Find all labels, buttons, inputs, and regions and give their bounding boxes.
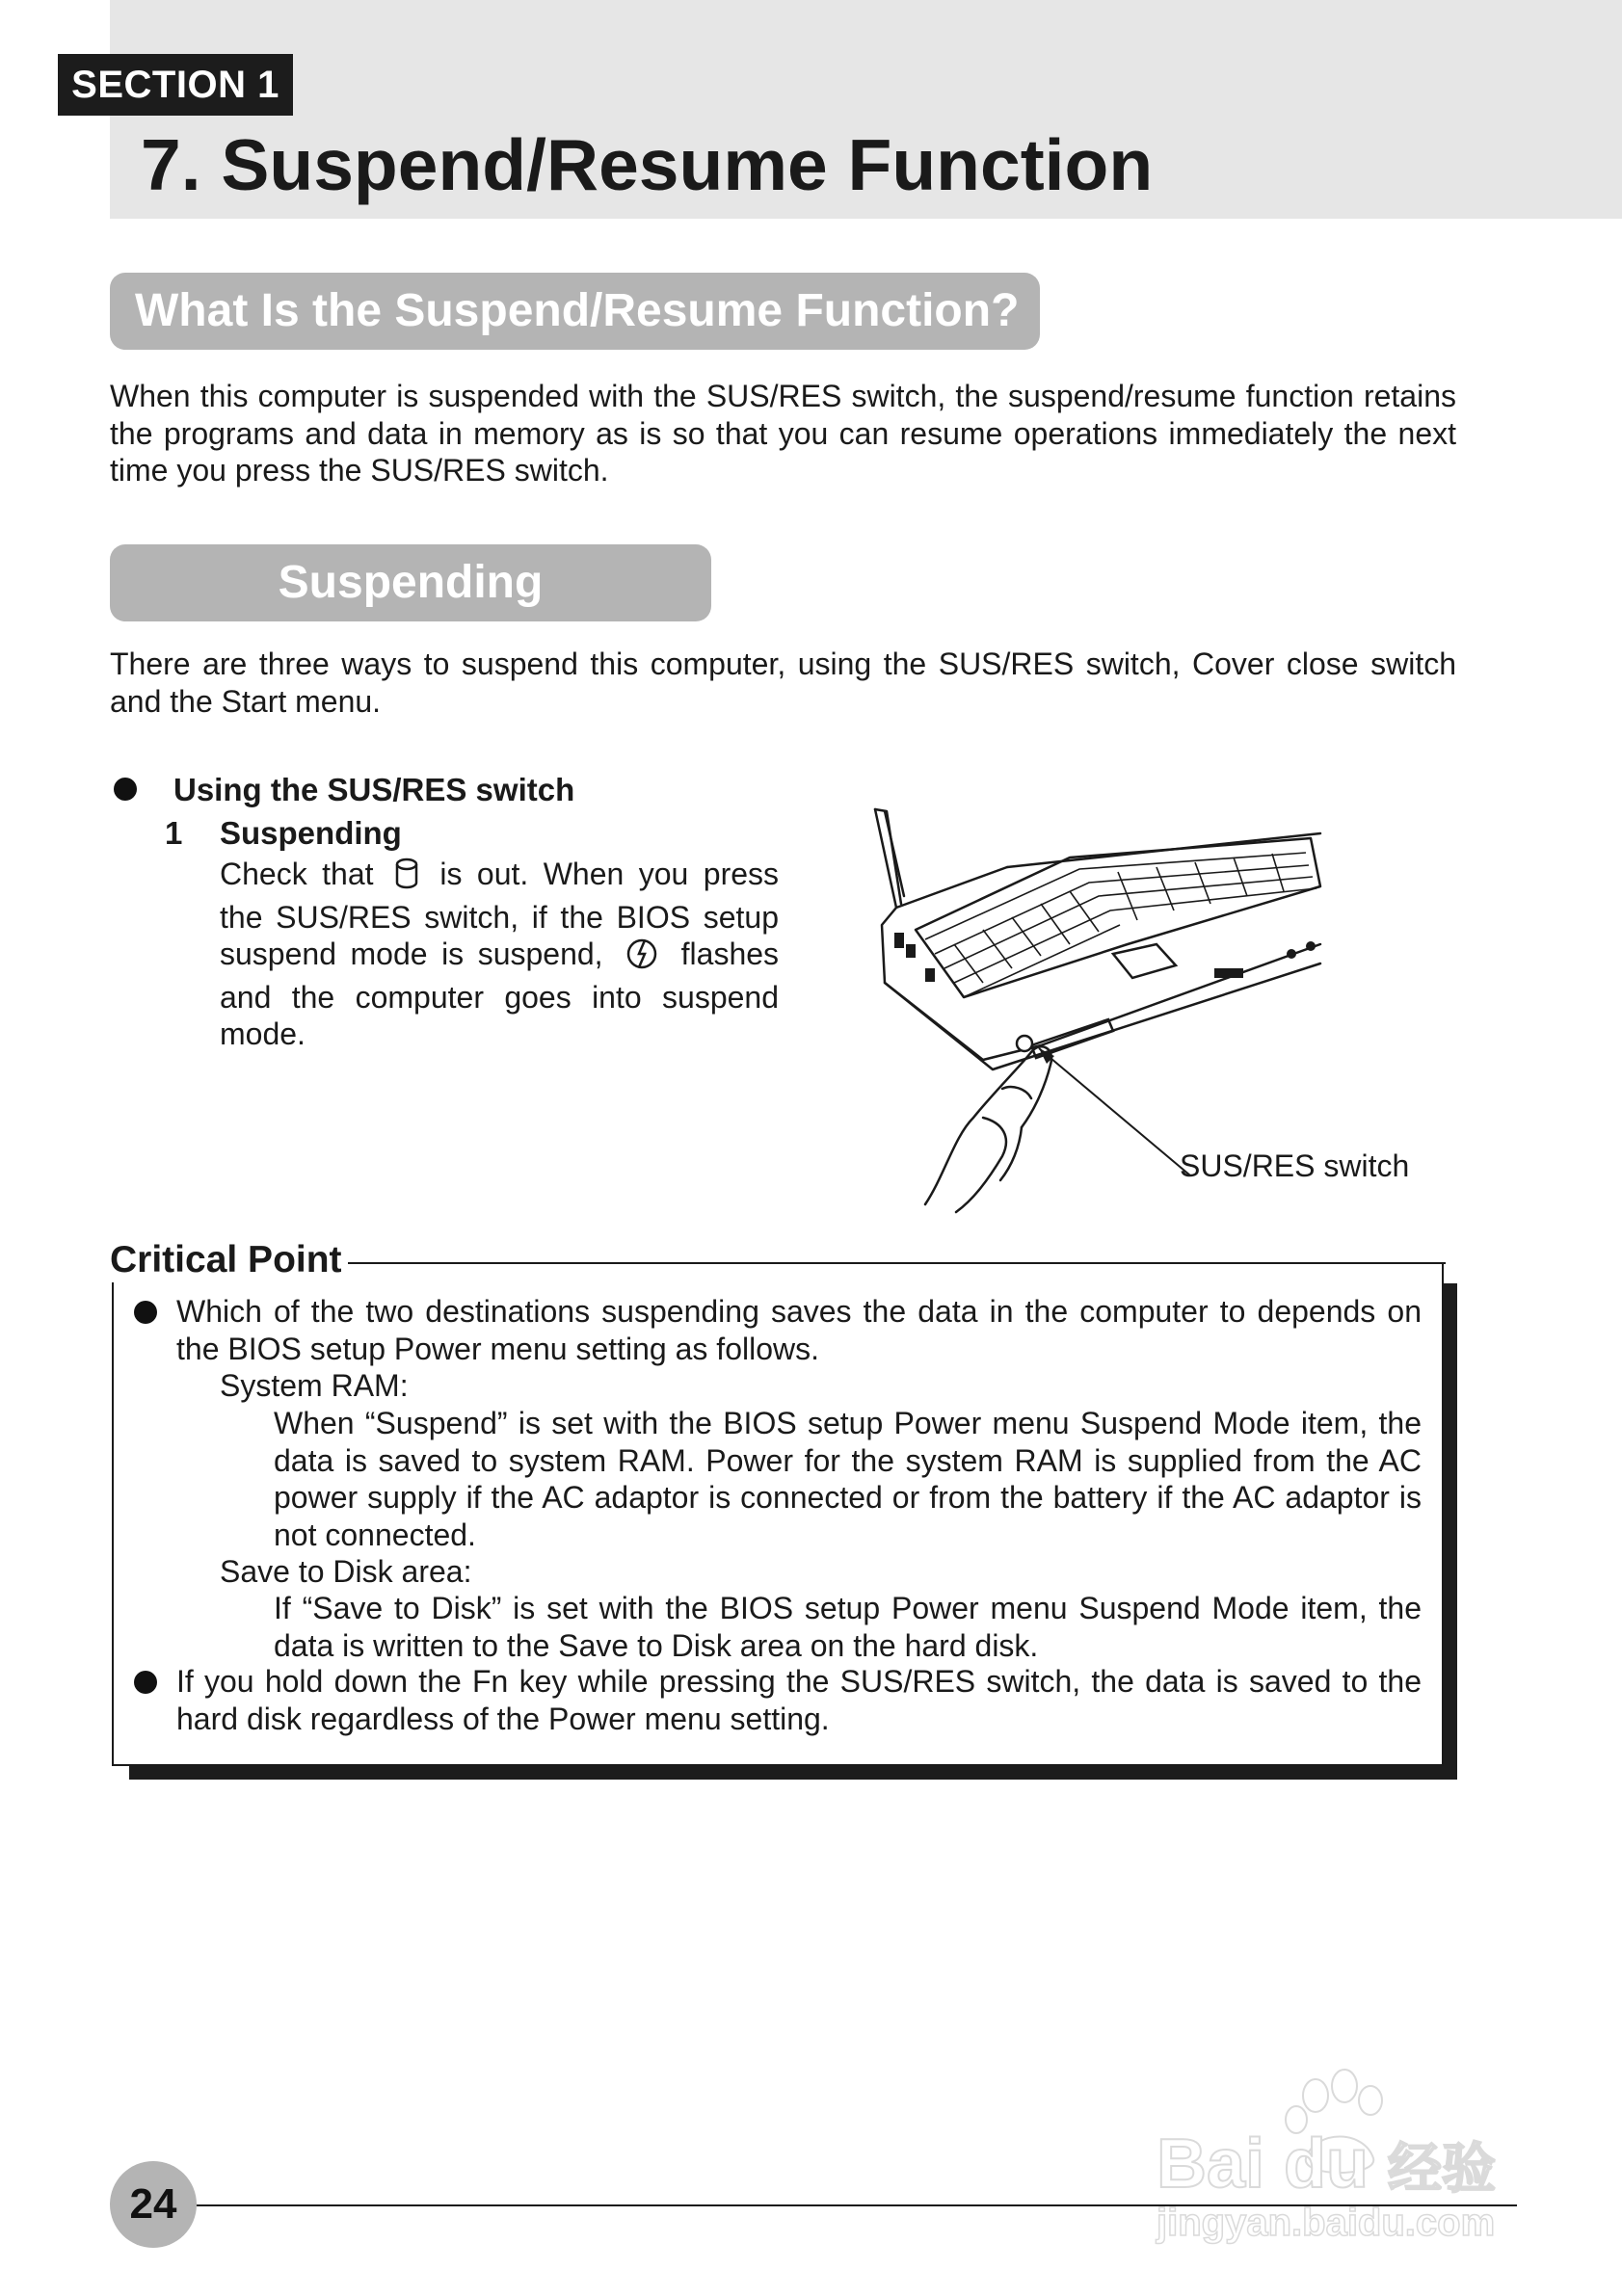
step-text-part3: flashes and the computer goes into suspend mode. bbox=[220, 937, 780, 1051]
heading-what-is: What Is the Suspend/Resume Function? bbox=[110, 273, 1040, 350]
watermark-url: jingyan.baidu.com bbox=[1157, 2202, 1496, 2244]
suspend-ways-paragraph: There are three ways to suspend this computer, using the SUS/RES switch, Cover close switch and the Start menu. bbox=[110, 647, 1456, 719]
step-text-part1: Check that bbox=[220, 857, 374, 891]
page-number: 24 bbox=[110, 2161, 197, 2248]
step-number: 1 bbox=[165, 815, 183, 851]
step-title: Suspending bbox=[220, 815, 402, 851]
sus-res-switch-callout: SUS/RES switch bbox=[1180, 1148, 1410, 1183]
step-text-part2: is out. When you press the SUS/RES switch, if the BIOS setup suspend mode is suspend, bbox=[220, 857, 780, 971]
drive-indicator-icon bbox=[394, 858, 419, 899]
bullet-dot bbox=[134, 1671, 157, 1694]
intro-paragraph: When this computer is suspended with the SUS/RES switch, the suspend/resume function retains the programs and data in memory as is so that you can resume operations immediately the next time you press the SUS/RES switch. bbox=[110, 379, 1456, 488]
save-to-disk-description: If “Save to Disk” is set with the BIOS setup Power menu Suspend Mode item, the data is written to the Save to Disk area on the hard disk. bbox=[274, 1591, 1422, 1663]
bullet-dot bbox=[114, 778, 137, 801]
section-label: SECTION 1 bbox=[58, 54, 293, 116]
baidu-jingyan-watermark bbox=[1147, 2052, 1532, 2245]
critical-point-item-1: Which of the two destinations suspending saves the data in the computer to depends on the BIOS setup Power menu setting as follows. bbox=[176, 1294, 1422, 1366]
critical-point-item-2: If you hold down the Fn key while pressing the SUS/RES switch, the data is saved to the hard disk regardless of the Power menu setting. bbox=[176, 1664, 1422, 1736]
critical-point-title: Critical Point bbox=[110, 1238, 348, 1282]
system-ram-description: When “Suspend” is set with the BIOS setup Power menu Suspend Mode item, the data is saved to system RAM. Power for the system RAM is supplied from the AC power supply if the AC adaptor is connected or from the battery if the AC adaptor is not connected. bbox=[274, 1406, 1422, 1552]
power-indicator-icon bbox=[623, 937, 661, 979]
save-to-disk-label: Save to Disk area: bbox=[220, 1554, 472, 1589]
critical-point-rule bbox=[347, 1262, 1446, 1264]
heading-suspending: Suspending bbox=[110, 544, 711, 621]
system-ram-label: System RAM: bbox=[220, 1368, 409, 1403]
watermark-brand: Bai du bbox=[1157, 2125, 1369, 2203]
bullet-heading-sus-res: Using the SUS/RES switch bbox=[173, 772, 575, 807]
watermark-brand-cn: 经验 bbox=[1388, 2138, 1496, 2201]
page-title: 7. Suspend/Resume Function bbox=[141, 124, 1154, 205]
bullet-dot bbox=[134, 1301, 157, 1324]
step-description bbox=[220, 856, 779, 1053]
